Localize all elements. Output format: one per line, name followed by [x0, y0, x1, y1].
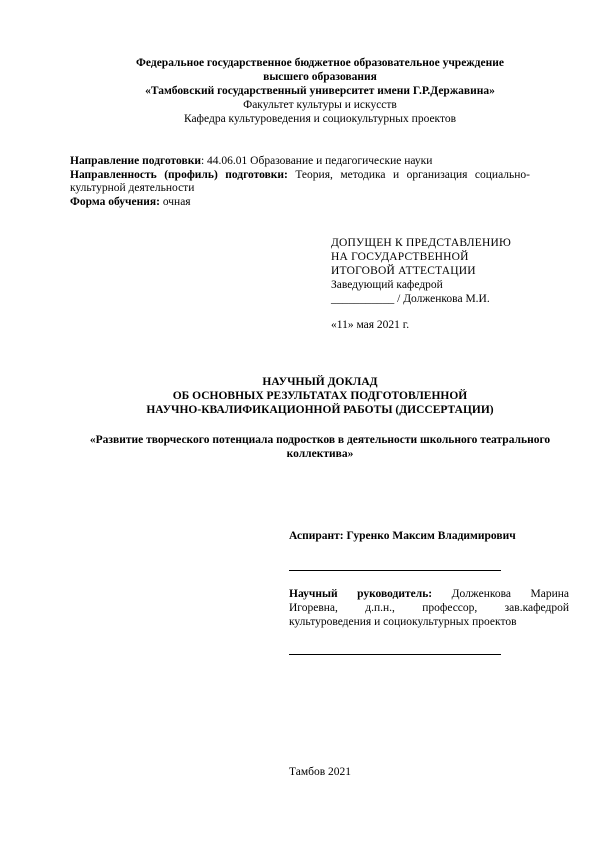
approval-signature: ___________ / Долженкова М.И.: [331, 293, 490, 305]
header-line-education-level: высшего образования: [263, 71, 377, 83]
profile-row: [70, 169, 530, 183]
report-title: [60, 375, 580, 417]
header-line-faculty: Факультет культуры и искусств: [243, 99, 397, 111]
supervisor-row-3: культуроведения и социокультурных проектов: [289, 616, 517, 628]
supervisor-name-part: Долженкова Марина: [432, 588, 569, 600]
aspirant-signature-line: [289, 570, 501, 571]
header-line-ministry: Федеральное государственное бюджетное образовательное учреждение: [136, 57, 504, 69]
topic-line1: «Развитие творческого потенциала подростков в деятельности школьного театрального: [89, 434, 551, 446]
form-value: очная: [159, 195, 191, 208]
profile-label: Направленность (профиль) подготовки:: [70, 168, 288, 181]
supervisor-row-1: [289, 587, 569, 601]
approval-line-head: Заведующий кафедрой: [331, 279, 443, 291]
supervisor-label: Научный руководитель:: [289, 588, 433, 600]
supervisor-signature-line: [289, 654, 501, 655]
approval-line-admitted: ДОПУЩЕН К ПРЕДСТАВЛЕНИЮ: [331, 237, 512, 249]
topic-line2: коллектива»: [286, 448, 354, 460]
institution-header: [60, 56, 580, 126]
report-title-line1: НАУЧНЫЙ ДОКЛАД: [262, 376, 378, 388]
supervisor-block: [289, 587, 569, 629]
direction-value: : 44.06.01 Образование и педагогические науки: [200, 155, 433, 167]
city-year: Тамбов 2021: [288, 766, 352, 778]
header-line-department: Кафедра культуроведения и социокультурных проектов: [183, 113, 457, 125]
dissertation-topic: [70, 433, 570, 461]
study-info-block: [70, 155, 530, 209]
form-label: Форма обучения:: [70, 195, 160, 208]
profile-value-line2: культурной деятельности: [70, 182, 195, 194]
report-title-line3: НАУЧНО-КВАЛИФИКАЦИОННОЙ РАБОТЫ (ДИССЕРТАЦИИ): [146, 404, 494, 416]
approval-line-attestation: ИТОГОВОЙ АТТЕСТАЦИИ: [331, 265, 476, 277]
aspirant-name: Аспирант: Гуренко Максим Владимирович: [289, 530, 516, 542]
form-row: [70, 196, 530, 210]
header-line-university: «Тамбовский государственный университет имени Г.Р.Державина»: [145, 85, 495, 97]
direction-label: Направление подготовки: [70, 155, 201, 167]
report-title-line2: ОБ ОСНОВНЫХ РЕЗУЛЬТАТАХ ПОДГОТОВЛЕННОЙ: [172, 390, 468, 402]
approval-block: [331, 236, 561, 332]
approval-line-state: НА ГОСУДАРСТВЕННОЙ: [331, 251, 469, 263]
profile-value-line1: Теория, методика и организация социально-: [287, 168, 530, 181]
direction-row: [70, 155, 530, 169]
approval-date: «11» мая 2021 г.: [331, 319, 410, 331]
supervisor-row-2: Игоревна, д.п.н., профессор, зав.кафедрой: [289, 602, 569, 614]
